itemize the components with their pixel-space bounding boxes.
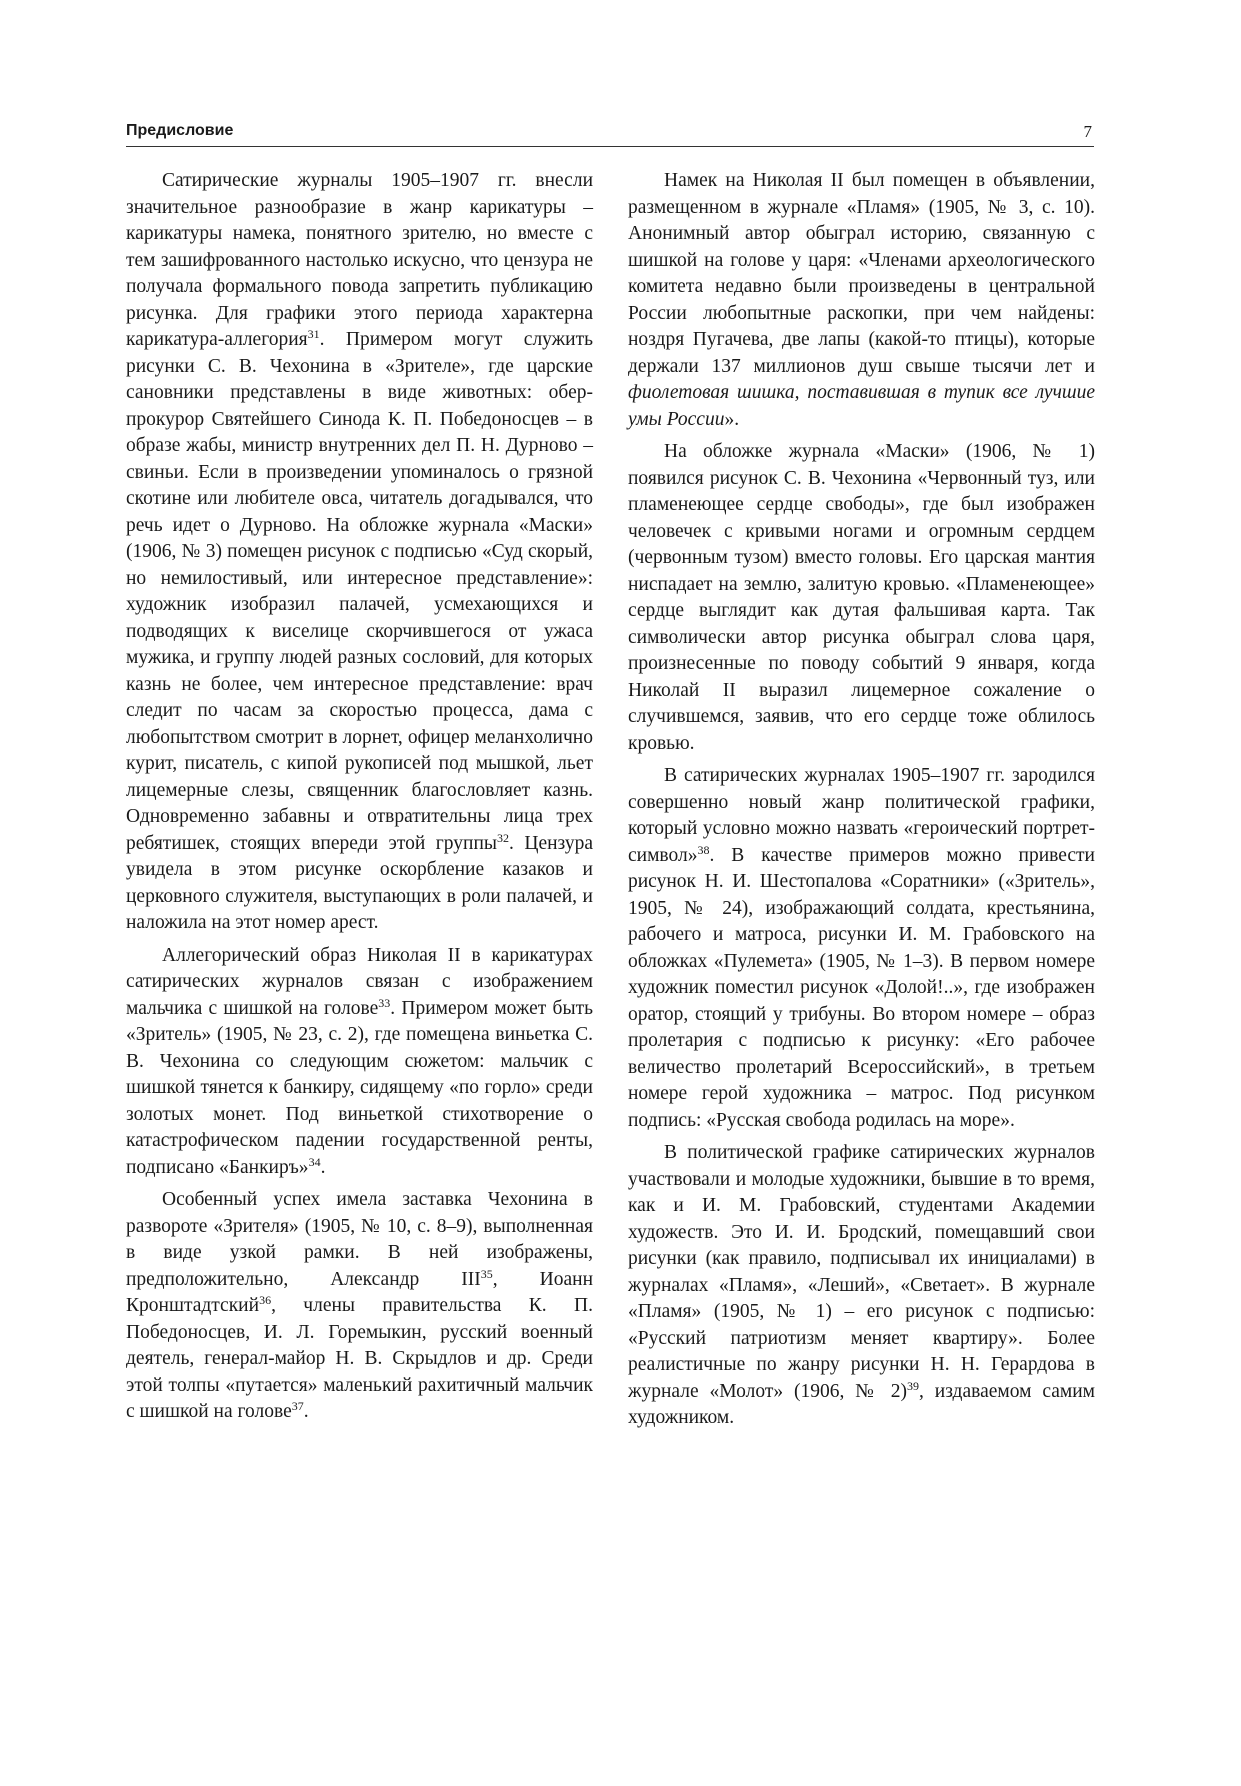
footnote-ref[interactable]: 38 — [697, 842, 710, 857]
footnote-ref[interactable]: 31 — [307, 327, 320, 341]
running-header — [126, 120, 1094, 147]
paragraph: В политической графике сатирических журналов участвовали и молодые художники, бывшие в то время, как и И. М. Грабовский, студентами Академии художеств. Это И. И. Бродский, помещавший свои рисунки (как правило, подписывал их инициалами) в журналах «Пламя», «Леший», «Светает». В журнале «Пламя» (1905, № 1) – его рисунок с подписью: «Русский патриотизм меняет квартиру». Более реалистичные по жанру рисунки Н. Н. Герардова в журнале «Молот» (1906, № 2)$^{39}$, издаваемом самим художником. — [628, 1142, 1095, 1428]
paragraph: Сатирические журналы 1905–1907 гг. внесли значительное разнообразие в жанр карикатуры – карикатуры намека, понятного зрителю, но вместе с тем зашифрованного настолько искусно, что цензура не получала формального повода запретить публикацию рисунка. Для графики этого периода характерна карикатура-аллегория$^{31}$. Примером могут служить рисунки С. В. Чехонина в «Зрителе», где царские сановники представлены в виде животных: обер-прокурор Святейшего Синода К. П. Победоносцев – в образе жабы, министр внутренних дел П. Н. Дурново – свиньи. Если в произведении упоминалось о грязной скотине или любителе овса, читатель догадывался, что речь идет о Дурново. На обложке журнала «Маски» (1906, № 3) помещен рисунок с подписью «Суд скорый, но немилостивый, или интересное представление»: художник изобразил палачей, усмехающихся и подводящих к виселице скорчившегося от ужаса мужика, и группу людей разных сословий, для которых казнь не более, чем интересное представление: врач следит по часам за скоростью процесса, дама с любопытством смотрит в лорнет, офицер меланхолично курит, писатель, с кипой рукописей под мышкой, льет лицемерные слезы, священник благословляет казнь. Одновременно забавны и отвратительны лица трех ребятишек, стоящих впереди этой группы$^{32}$. Цензура увидела в этом рисунке оскорбление казаков и церковного служителя, выступающих в роли палачей, и наложила на этот номер арест. — [126, 170, 594, 933]
footnote-ref[interactable]: 36 — [259, 1293, 272, 1307]
footnote-ref[interactable]: 39 — [907, 1378, 919, 1393]
right-column — [628, 168, 1095, 1438]
italic-quote: фиолетовая шишка, поставившая в тупик все лучшие умы России — [628, 382, 1095, 430]
left-column — [126, 168, 593, 1432]
footnote-ref[interactable]: 35 — [480, 1266, 493, 1281]
paragraph: В сатирических журналах 1905–1907 гг. зародился совершенно новый жанр политической графики, который условно можно назвать «героический портрет-символ»$^{38}$. В качестве примеров можно привести рисунок Н. И. Шестопалова «Соратники» («Зритель», 1905, № 24), изображающий солдата, крестьянина, рабочего и матроса, рисунки И. М. Грабовского на обложках «Пулемета» (1905, № 1–3). В первом номере художник поместил рисунок «Долой!..», где изображен оратор, стоящий у трибуны. Во втором номере – образ пролетария с подписью к рисунку: «Его рабочее величество пролетарий Всероссийский», в третьем номере герой художника – матрос. Под рисунком подпись: «Русская свобода родилась на море». — [628, 765, 1095, 1131]
paragraph: Намек на Николая II был помещен в объявлении, размещенном в журнале «Пламя» (1905, № 3, с. 10). Анонимный автор обыграл историю, связанную с шишкой на голове у царя: «Членами археологического комитета недавно были произведены в центральной России любопытные раскопки, при чем найдены: ноздря Пугачева, две лапы (какой-то птицы), которые держали 137 миллионов душ свыше тысячи лет и фиолетовая шишка, поставившая в тупик все лучшие умы России». — [628, 170, 1095, 430]
page-number: 7 — [1083, 122, 1092, 141]
paragraph: Особенный успех имела заставка Чехонина в развороте «Зрителя» (1905, № 10, с. 8–9), выполненная в виде узкой рамки. В ней изображены, предположительно, Александр III$^{35}$, Иоанн Кронштадтский$^{36}$, члены правительства К. П. Победоносцев, И. Л. Горемыкин, русский военный деятель, генерал-майор Н. В. Скрыдлов и др. Среди этой толпы «путается» маленький рахитичный мальчик с шишкой на голове$^{37}$. — [126, 1189, 594, 1422]
footnote-ref[interactable]: 32 — [497, 830, 510, 845]
footnote-ref[interactable]: 37 — [291, 1399, 304, 1413]
paragraph: Аллегорический образ Николая II в карикатурах сатирических журналов связан с изображением мальчика с шишкой на голове$^{33}$. Примером может быть «Зритель» (1905, № 23, с. 2), где помещена виньетка С. В. Чехонина со следующим сюжетом: мальчик с шишкой тянется к банкиру, сидящему «по горло» среди золотых монет. Под виньеткой стихотворение о катастрофическом падении государственной ренты, подписано «Банкиръ»$^{34}$. — [126, 944, 593, 1178]
section-title: Предисловие — [126, 122, 234, 139]
paragraph: На обложке журнала «Маски» (1906, № 1) появился рисунок С. В. Чехонина «Червонный туз, или пламенеющее сердце свободы», где был изображен человечек с кривыми ногами и огромным сердцем (червонным тузом) вместо головы. Его царская мантия ниспадает на землю, залитую кровью. «Пламенеющее» сердце выглядит как дутая фальшивая карта. Так символически автор рисунка обыграл слова царя, произнесенные по поводу событий 9 января, когда Николай II выразил лицемерное сожаление о случившемся, заявив, что его сердце тоже облилось кровью. — [628, 441, 1095, 754]
footnote-ref[interactable]: 34 — [308, 1154, 321, 1169]
footnote-ref[interactable]: 33 — [378, 995, 391, 1010]
